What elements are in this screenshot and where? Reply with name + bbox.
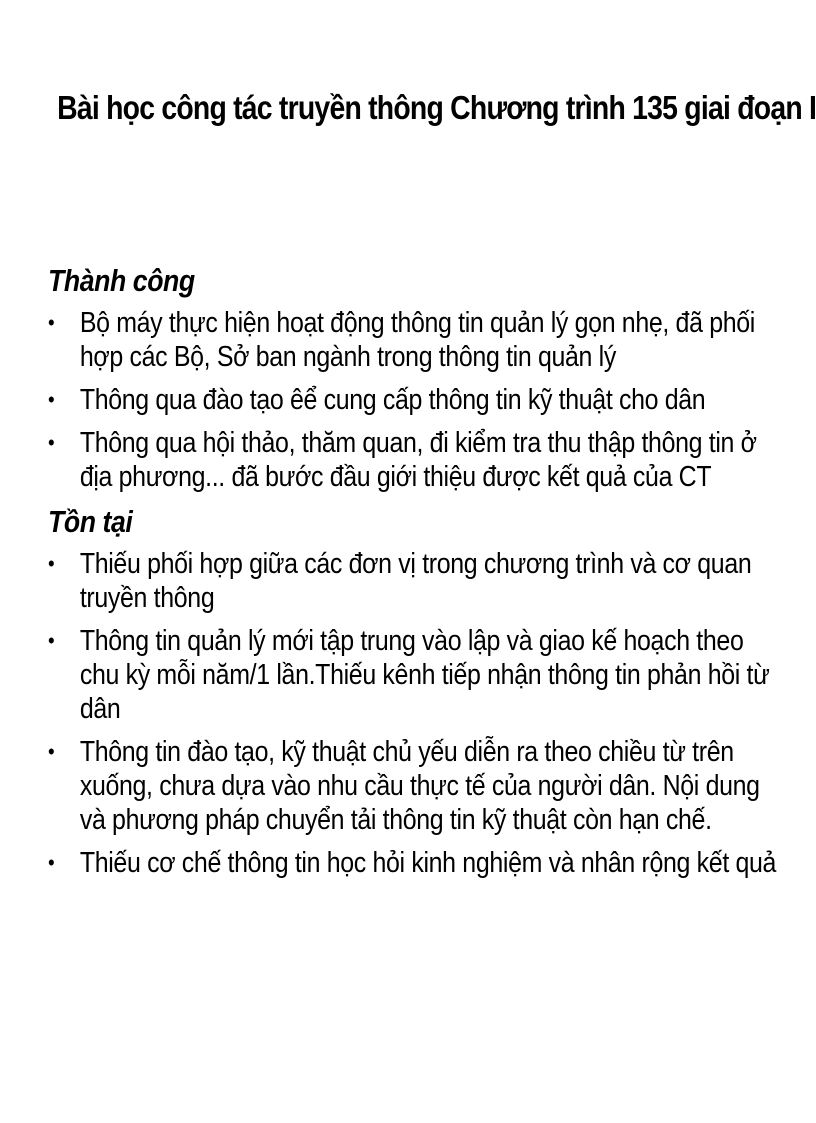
page-title: Bài học công tác truyền thông Chương trình 135 giai đoạn I [57,89,816,126]
list-item [48,846,788,880]
section-heading-thanh-cong: Thành công [48,263,195,298]
bullet-list-thanh-cong [48,306,788,494]
list-item [48,547,788,615]
list-item-text: Thông qua đào tạo êể cung cấp thông tin kỹ thuật cho dân [79,384,706,416]
list-item-text: Thiếu phối hợp giữa các đơn vị trong chương trình và cơ quan truyền thông [79,548,752,614]
list-item-text: Thông tin đào tạo, kỹ thuật chủ yếu diễn ra theo chiều từ trên xuống, chưa dựa vào nhu cầu thực tế của người dân. Nội dung và phương pháp chuyển tải thông tin kỹ thuật còn hạn chế. [79,736,760,836]
content-body [48,262,816,889]
bullet-icon: • [48,387,55,412]
bullet-icon: • [48,739,55,764]
bullet-list-ton-tai [48,547,788,880]
bullet-icon: • [48,628,55,653]
list-item [48,624,788,726]
bullet-icon: • [48,850,55,875]
list-item [48,383,788,417]
list-item [48,735,788,837]
bullet-icon: • [48,430,55,455]
list-item [48,306,788,374]
list-item-text: Thông qua hội thảo, thăm quan, đi kiểm tra thu thập thông tin ở địa phương... đã bước đầu giới thiệu được kết quả của CT [79,427,757,493]
bullet-icon: • [48,551,55,576]
list-item [48,426,788,494]
list-item-text: Thiếu cơ chế thông tin học hỏi kinh nghiệm và nhân rộng kết quả [79,847,777,879]
bullet-icon: • [48,310,55,335]
list-item-text: Bộ máy thực hiện hoạt động thông tin quản lý gọn nhẹ, đã phối hợp các Bộ, Sở ban ngành trong thông tin quản lý [79,307,755,373]
section-heading-ton-tai: Tồn tại [48,504,133,539]
list-item-text: Thông tin quản lý mới tập trung vào lập và giao kế hoạch theo chu kỳ mỗi năm/1 lần.Thiếu kênh tiếp nhận thông tin phản hồi từ dân [79,625,770,725]
